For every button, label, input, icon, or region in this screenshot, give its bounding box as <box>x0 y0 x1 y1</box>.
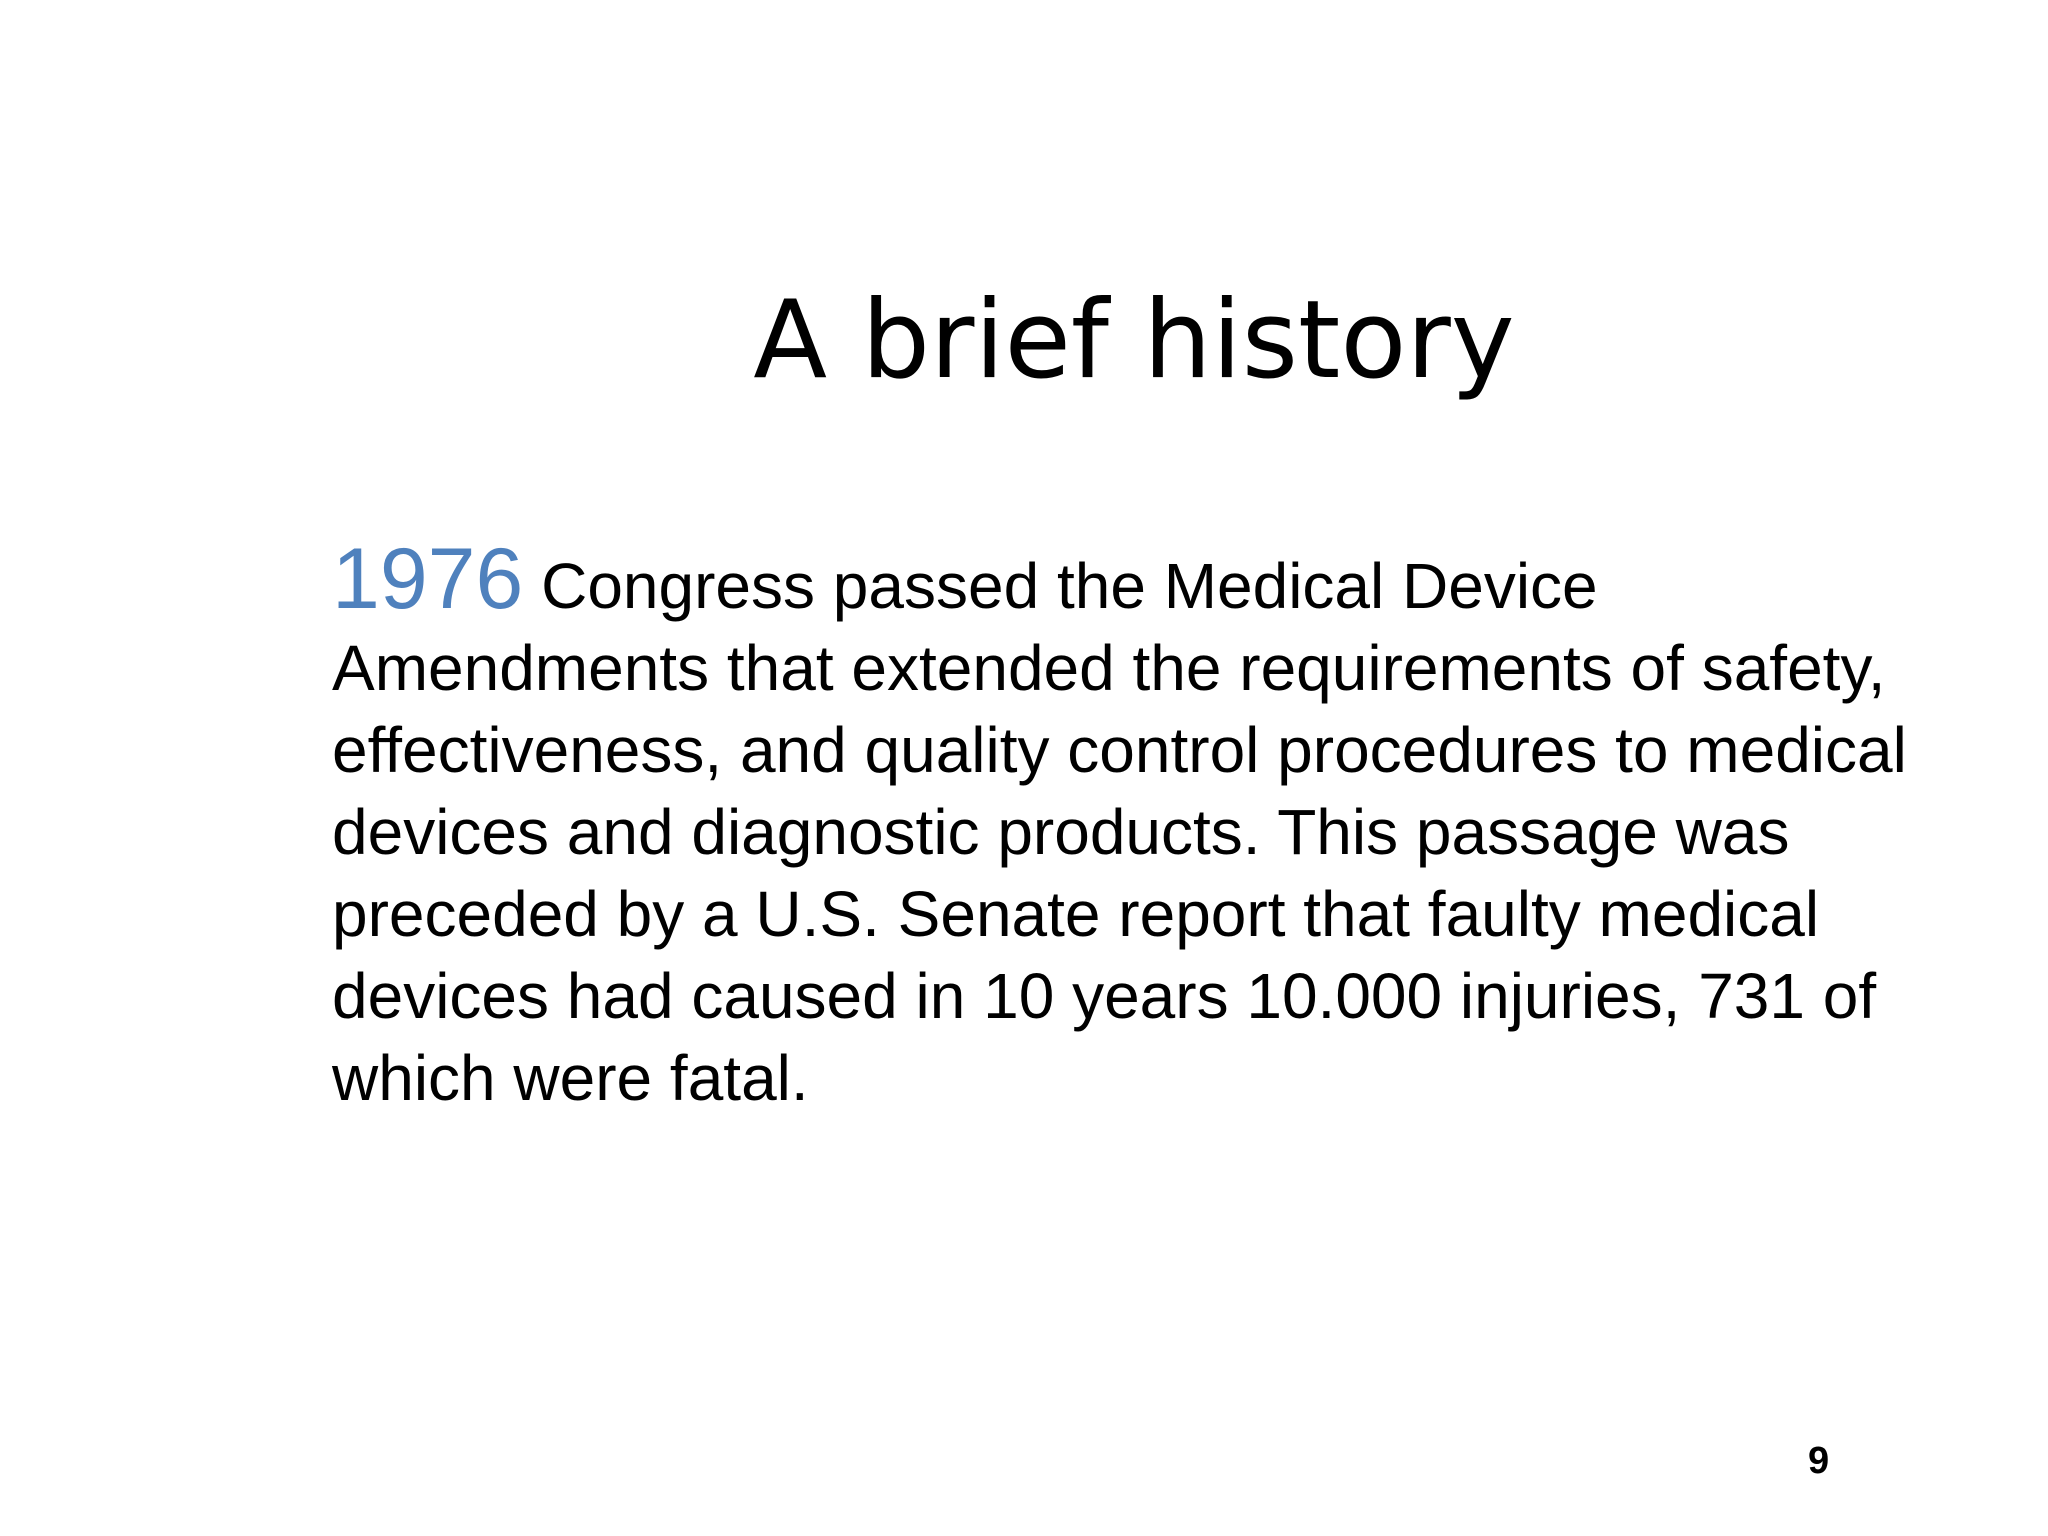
slide-title: A brief history <box>753 278 1515 403</box>
page-number: 9 <box>1808 1440 1830 1482</box>
body-text: Congress passed the Medical Device Amendments that extended the requirements of safety, effectiveness, and quality control procedures to medical devices and diagnostic products. This passage was preceded by a U.S. Senate report that faulty medical devices had caused in 10 years 10.000 injuries, 731 of which were fatal. <box>332 550 1907 1114</box>
slide-body <box>332 531 1972 1119</box>
year-highlight: 1976 <box>332 531 524 627</box>
